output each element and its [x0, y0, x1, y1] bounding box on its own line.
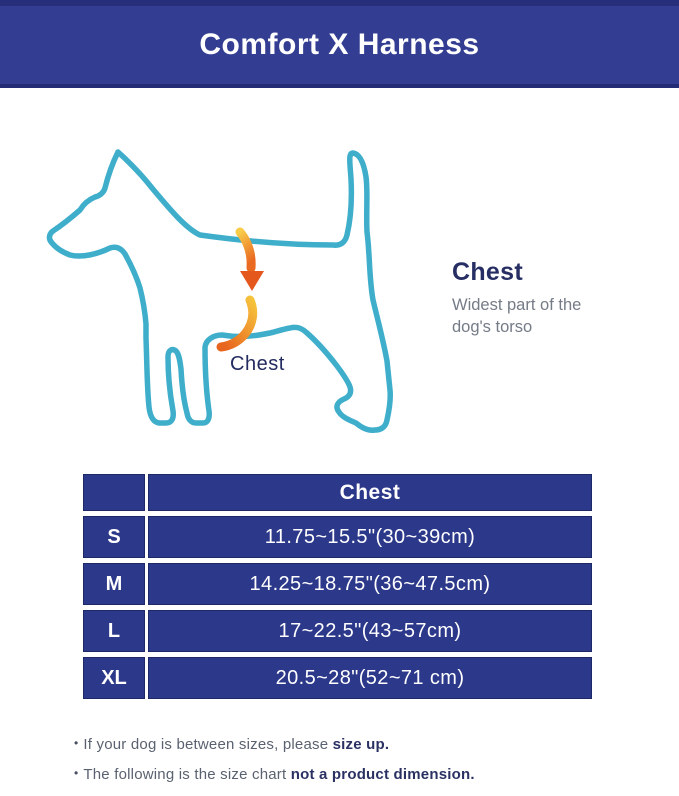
size-cell-xl: XL — [83, 657, 145, 699]
dog-diagram — [30, 135, 410, 445]
bullet-icon: • — [74, 766, 79, 780]
chest-info-description: Widest part of the dog's torso — [452, 296, 582, 336]
note-bold-text: size up — [332, 736, 385, 753]
note-item — [74, 736, 475, 753]
note-text: The following is the size chart — [83, 766, 291, 783]
table-row — [83, 563, 592, 605]
header-cell-chest: Chest — [148, 474, 592, 511]
size-cell-l: L — [83, 610, 145, 652]
table-row — [83, 657, 592, 699]
chest-info-title: Chest — [452, 258, 523, 286]
size-cell-s: S — [83, 516, 145, 558]
note-item — [74, 766, 475, 783]
dog-outline — [49, 152, 390, 430]
table-row — [83, 516, 592, 558]
bullet-icon: • — [74, 736, 79, 750]
chest-value-s: 11.75~15.5"(30~39cm) — [148, 516, 592, 558]
note-bold-text: not a product dimension — [290, 766, 471, 783]
table-row — [83, 610, 592, 652]
chest-value-xl: 20.5~28"(52~71 cm) — [148, 657, 592, 699]
note-suffix: . — [384, 736, 390, 753]
chest-measure-arrow-icon — [240, 232, 251, 268]
page-title: Comfort X Harness — [199, 28, 480, 61]
note-text: If your dog is between sizes, please — [83, 736, 333, 753]
chest-value-m: 14.25~18.75"(36~47.5cm) — [148, 563, 592, 605]
header-banner — [0, 0, 679, 88]
header-cell-corner — [83, 474, 145, 511]
footnotes — [74, 736, 475, 796]
size-cell-m: M — [83, 563, 145, 605]
size-chart-table — [80, 469, 595, 704]
diagram-chest-label: Chest — [230, 353, 285, 375]
note-suffix: . — [470, 766, 475, 783]
chest-measure-band-icon — [221, 300, 253, 347]
chest-value-l: 17~22.5"(43~57cm) — [148, 610, 592, 652]
chest-measure-arrowhead-icon — [240, 271, 264, 291]
table-header-row — [83, 474, 592, 511]
chest-info-panel — [452, 258, 622, 338]
